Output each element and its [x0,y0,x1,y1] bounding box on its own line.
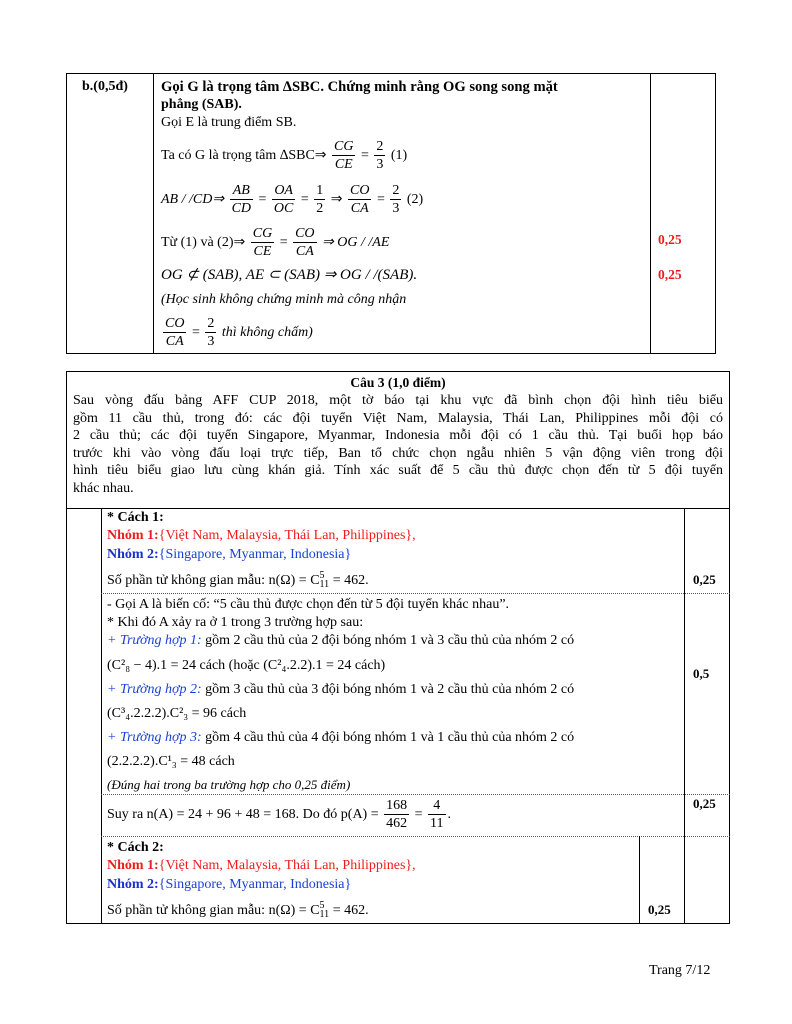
cau3-cach2-inner-col [639,836,640,924]
cau3-row-divider-1 [101,593,730,594]
frac-cg-ce-b: $\frac{CG}{CE}$ [252,226,273,260]
problem-line-6: khác nhau. [73,480,134,496]
frac-2-3: $\frac{2}{3}$ [376,139,384,173]
cach1-score: 0,25 [693,572,716,587]
cau3-header: Câu 3 (1,0 điểm) [350,375,446,390]
frac-1-2: $\frac{1}{2}$ [316,183,324,217]
event-th3-formula: (2.2.2.2).C¹₃ = 48 cách [107,754,235,769]
part-b-title-line1: Gọi G là trọng tâm ∆SBC. Chứng minh rằng OG song song mặt [161,79,558,95]
frac-co-ca-c: $\frac{CO}{CA}$ [165,316,185,350]
frac-cg-ce: $\frac{CG}{CE}$ [334,139,354,173]
cach1-nhom1: Nhóm 1:{Việt Nam, Malaysia, Thái Lan, Philippines}, [107,528,416,543]
result-line: Suy ra n(A) = 24 + 96 + 48 = 168. Do đó p(A) = $\frac{168}{462}$ = $\frac{4}{11}$ . [107,798,452,832]
frac-168-462: $\frac{168}{462}$ [386,798,408,832]
part-b-line-e: Gọi E là trung điểm SB. [161,115,297,130]
cau3-left-col [101,508,102,924]
cach2-score: 0,25 [648,902,671,917]
problem-line-4: trước khi vào vòng đấu loại trực tiếp, Ban tổ chức chọn ngẫu nhiên 5 vận động viên trong đội [73,445,723,461]
problem-line-3: 2 cầu thủ; các đội tuyển Singapore, Myanmar, Indonesia mỗi đội có 1 cầu thủ. Tại buổi họp báo [73,428,723,444]
part-b-col-divider-1 [153,73,154,354]
frac-oa-oc: $\frac{OA}{OC}$ [273,183,294,217]
part-b-note2-line: $\frac{CO}{CA}$ = $\frac{2}{3}$ thì không chấm) [165,316,313,350]
problem-line-5: hình tiêu biểu giao lưu cùng khán giả. Tính xác suất để 5 cầu thủ được chọn đến từ 5 đội tuyển [73,463,723,479]
part-b-note1: (Học sinh không chứng minh mà công nhận [161,292,407,307]
event-th2-formula: (C³₄.2.2.2).C²₃ = 96 cách [107,706,247,721]
part-b-og-sab: OG ⊄ (SAB), AE ⊂ (SAB) ⇒ OG / /(SAB). [161,267,418,283]
event-th2: + Trường hợp 2: gồm 3 cầu thủ của 3 đội bóng nhóm 1 và 2 cầu thủ của nhóm 2 có [107,682,575,697]
problem-line-1: Sau vòng đấu bảng AFF CUP 2018, một tờ báo tại khu vực đã bình chọn đội hình tiêu biểu [73,393,723,408]
cau3-problem-divider [66,508,730,509]
frac-4-11: $\frac{4}{11}$ [430,798,444,832]
part-b-centroid-line: Ta có G là trọng tâm ∆SBC⇒ $\frac{CG}{CE}$ = $\frac{2}{3}$ (1) [161,139,408,173]
cach2-title: * Cách 2: [107,840,164,855]
event-th1: + Trường hợp 1: gồm 2 cầu thủ của 2 đội bóng nhóm 1 và 3 cầu thủ của nhóm 2 có [107,633,575,648]
cach2-nhom1: Nhóm 1:{Việt Nam, Malaysia, Thái Lan, Philippines}, [107,858,416,873]
frac-2-3-c: $\frac{2}{3}$ [207,316,215,350]
cach1-title: * Cách 1: [107,510,164,525]
part-b-parallel-line: AB / /CD⇒ $\frac{AB}{CD}$ = $\frac{OA}{OC}$ = $\frac{1}{2}$ ⇒ $\frac{CO}{CA}$ = $\frac{2}{3}$ (2) [161,183,424,217]
part-b-title-line2: phẳng (SAB). [161,97,242,112]
frac-2-3-b: $\frac{2}{3}$ [392,183,400,217]
part-b-col-divider-2 [650,73,651,354]
cach1-nhom2: Nhóm 2:{Singapore, Myanmar, Indonesia} [107,547,352,562]
event-line1: - Gọi A là biến cố: “5 cầu thủ được chọn đến từ 5 đội tuyển khác nhau”. [107,597,510,612]
event-note: (Đúng hai trong ba trường hợp cho 0,25 điểm) [107,777,351,792]
problem-line-2: gồm 11 cầu thủ, trong đó: các đội tuyển Việt Nam, Malaysia, Thái Lan, Philippines mỗi đội có [73,410,723,426]
event-line2: * Khi đó A xảy ra ở 1 trong 3 trường hợp sau: [107,615,364,630]
cau3-score-col [684,508,685,924]
frac-ab-cd: $\frac{AB}{CD}$ [231,183,252,217]
cach2-nhom2: Nhóm 2:{Singapore, Myanmar, Indonesia} [107,877,352,892]
event-score: 0,5 [693,666,710,681]
cach2-sample-space: Số phần tử không gian mẫu: n(Ω) = C 5 11 = 462. [107,900,369,920]
cau3-row-divider-3 [101,836,730,837]
event-th3: + Trường hợp 3: gồm 4 cầu thủ của 4 đội bóng nhóm 1 và 1 cầu thủ của nhóm 2 có [107,730,575,745]
frac-co-ca-b: $\frac{CO}{CA}$ [295,226,315,260]
cau3-problem [73,392,723,498]
page-number: Trang 7/12 [649,963,711,978]
part-b-label: b.(0,5đ) [82,79,128,94]
part-b-conclusion-line: Từ (1) và (2)⇒ $\frac{CG}{CE}$ = $\frac{CO}{CA}$ ⇒ OG / /AE [161,226,390,260]
result-score: 0,25 [693,796,716,811]
part-b-score-1: 0,25 [658,232,682,247]
part-b-score-2: 0,25 [658,267,682,282]
event-th1-formula: (C²₈ − 4).1 = 24 cách (hoặc (C²₄.2.2).1 = 24 cách) [107,658,386,673]
frac-co-ca: $\frac{CO}{CA}$ [350,183,370,217]
cach1-sample-space: Số phần tử không gian mẫu: n(Ω) = C 5 11 = 462. [107,570,369,590]
